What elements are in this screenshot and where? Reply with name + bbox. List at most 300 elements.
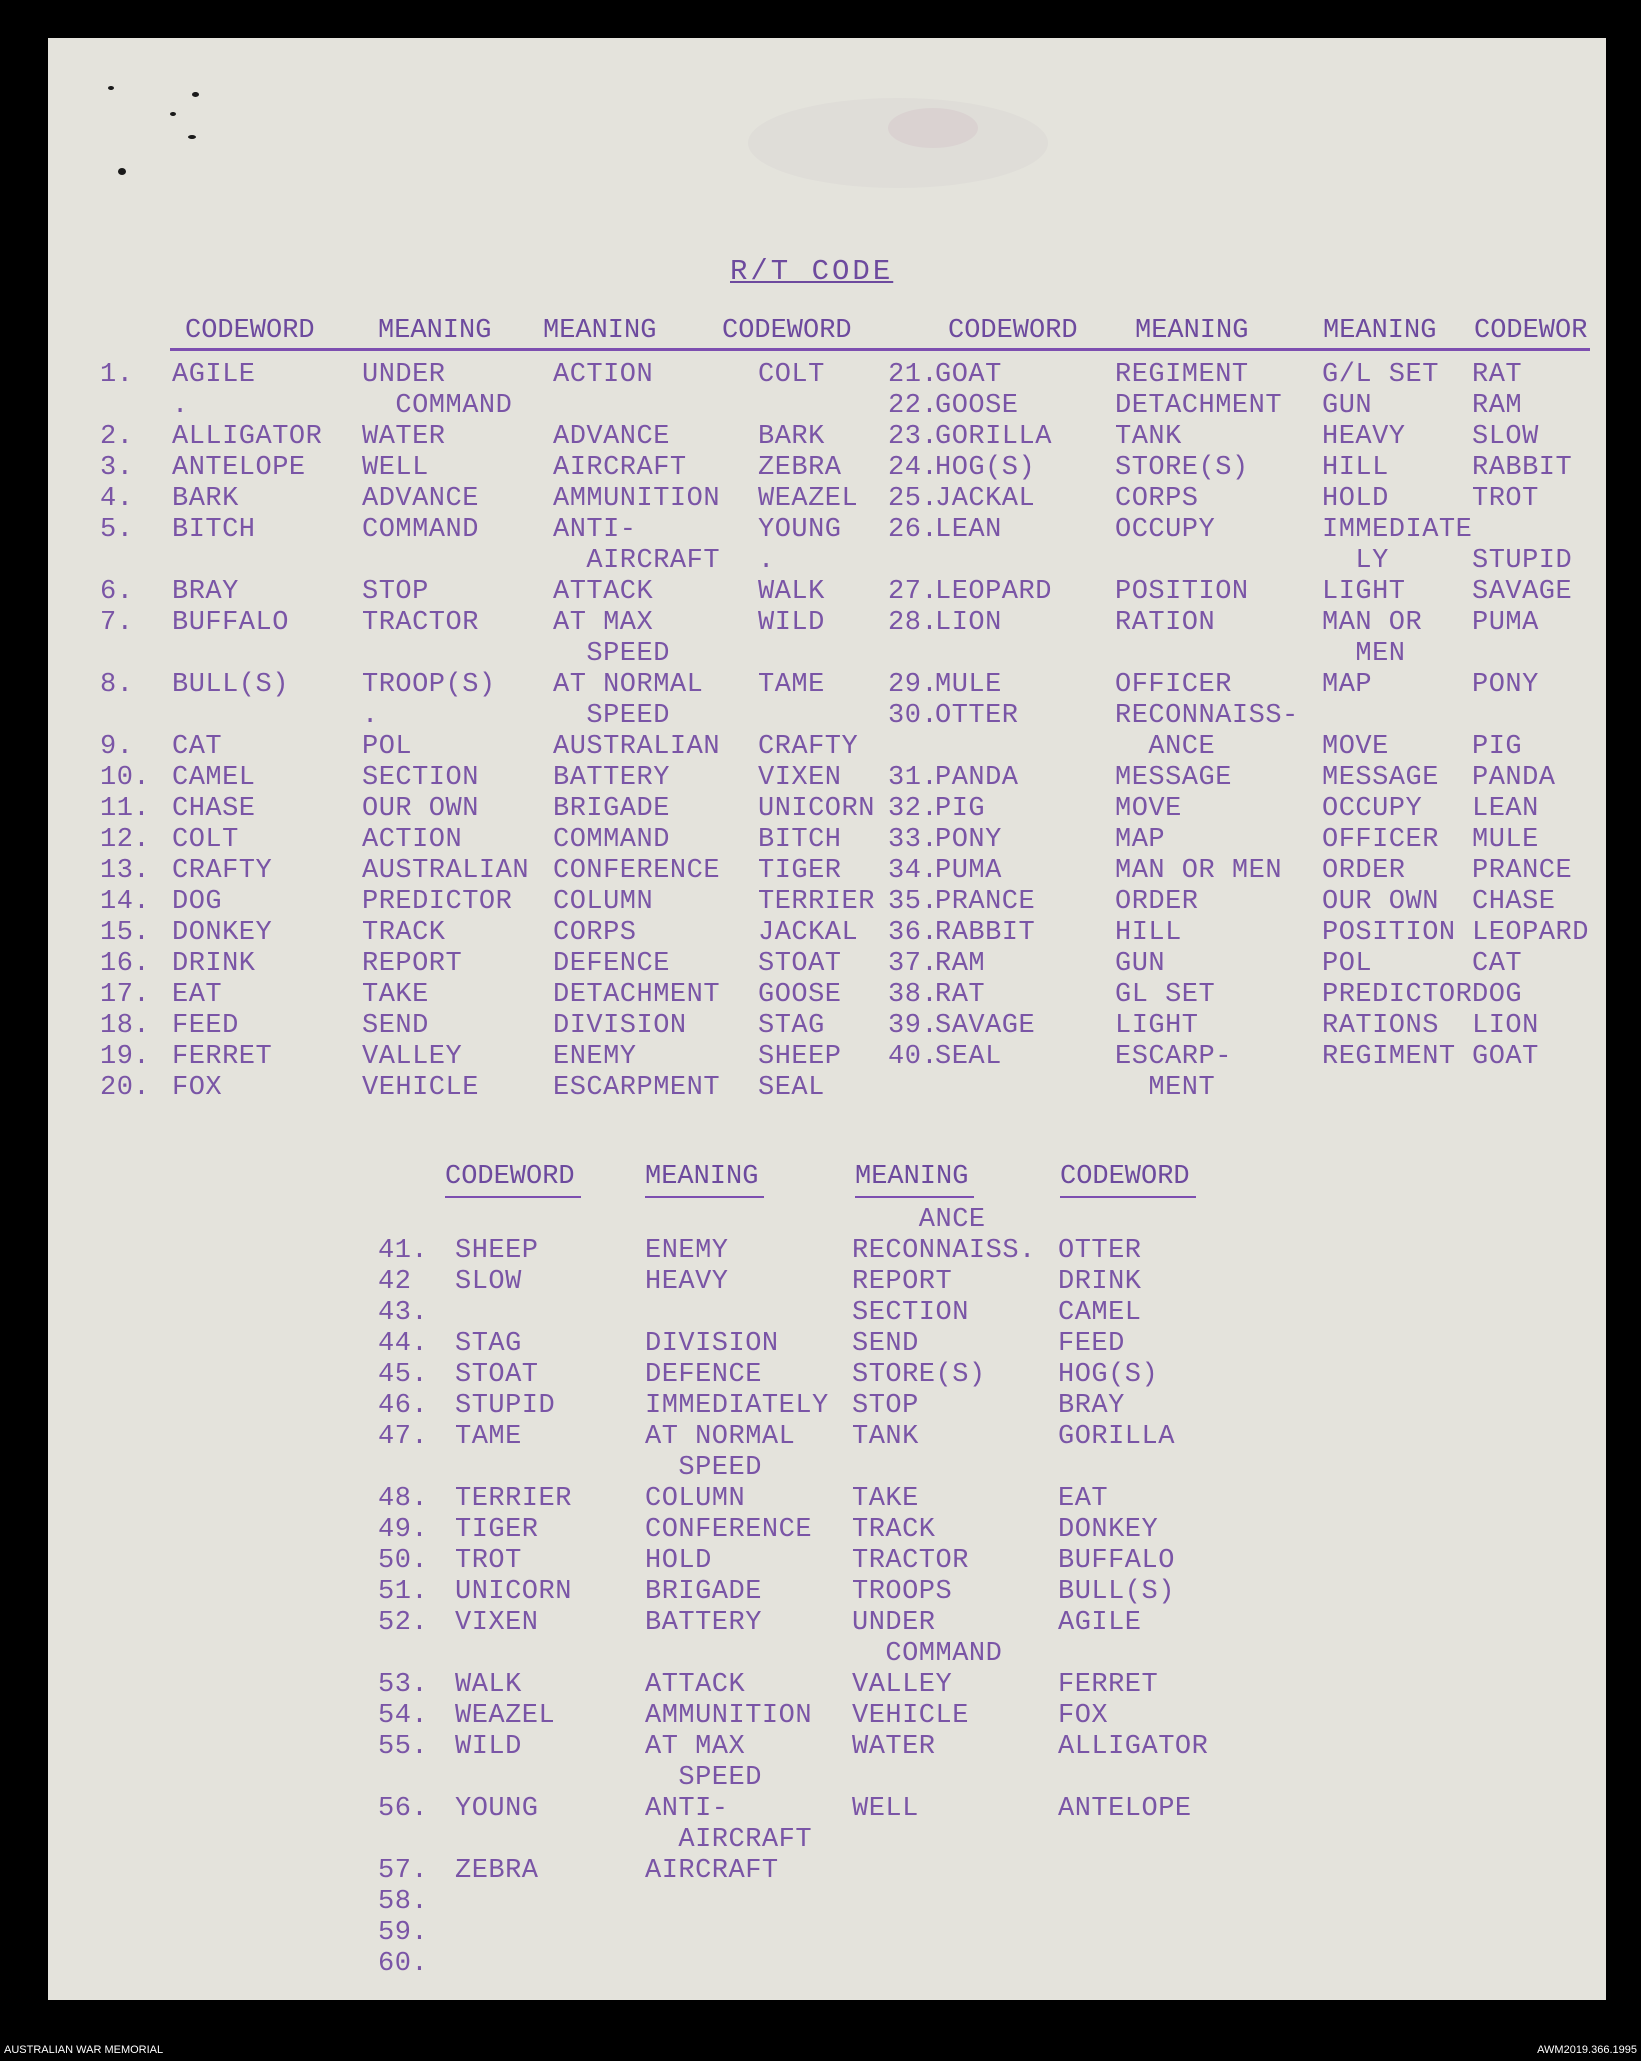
right-codeword-cell: JACKAL (935, 484, 1036, 514)
left-codeword-alt-cell: BARK (758, 422, 825, 452)
left-meaning-alt-cell: AUSTRALIAN (553, 732, 721, 762)
left-codeword-alt-cell: VIXEN (758, 763, 842, 793)
bottom-meaning-cell: ENEMY (645, 1236, 729, 1266)
left-row-number-cell: 20. (100, 1073, 151, 1103)
left-codeword-alt-cell: TIGER (758, 856, 842, 886)
left-meaning-alt-cell: ANTI- (553, 515, 637, 545)
right-row-number-cell: 35. (888, 887, 939, 917)
left-codeword-cell: . (172, 391, 189, 421)
right-codeword-cell: PIG (935, 794, 986, 824)
bottom-codeword-cell: WALK (455, 1670, 522, 1700)
left-codeword-cell: BRAY (172, 577, 239, 607)
right-row-number-cell: 37. (888, 949, 939, 979)
right-row-number-cell: 24. (888, 453, 939, 483)
bottom-row-number-cell: 51. (378, 1577, 429, 1607)
right-meaning-cell: POSITION (1115, 577, 1249, 607)
ink-smudge (748, 98, 1048, 188)
left-row-number-cell: 13. (100, 856, 151, 886)
punch-mark (108, 86, 114, 90)
right-codeword-alt-cell: GOAT (1472, 1042, 1539, 1072)
bottom-codeword-cell: STAG (455, 1329, 522, 1359)
left-codeword-alt-cell: SHEEP (758, 1042, 842, 1072)
bottom-codeword-cell: VIXEN (455, 1608, 539, 1638)
right-row-number-cell: 40. (888, 1042, 939, 1072)
bottom-codeword-alt-cell: DONKEY (1058, 1515, 1159, 1545)
right-meaning-alt-cell: MAN OR (1322, 608, 1423, 638)
bottom-meaning-alt-cell: COMMAND (852, 1639, 1003, 1669)
bottom-row-number-cell: 50. (378, 1546, 429, 1576)
bottom-codeword-alt-cell: BULL(S) (1058, 1577, 1175, 1607)
left-meaning-cell: COMMAND (362, 391, 513, 421)
left-meaning-cell: STOP (362, 577, 429, 607)
bottom-meaning-cell: ATTACK (645, 1670, 746, 1700)
right-row-number-cell: 29. (888, 670, 939, 700)
bottom-codeword-alt-cell: GORILLA (1058, 1422, 1175, 1452)
right-codeword-alt-cell: PIG (1472, 732, 1523, 762)
left-meaning-alt-cell: AMMUNITION (553, 484, 721, 514)
right-row-number-cell: 31. (888, 763, 939, 793)
right-meaning-alt-cell: HEAVY (1322, 422, 1406, 452)
left-meaning-alt-cell: CONFERENCE (553, 856, 721, 886)
right-meaning-cell: GL SET (1115, 980, 1216, 1010)
right-meaning-alt-cell: POL (1322, 949, 1373, 979)
bottom-meaning-cell: COLUMN (645, 1484, 746, 1514)
right-meaning-cell: MESSAGE (1115, 763, 1232, 793)
right-codeword-alt-cell: CHASE (1472, 887, 1556, 917)
left-meaning-cell: UNDER (362, 360, 446, 390)
left-meaning-cell: . (362, 701, 379, 731)
bottom-codeword-alt-cell: HOG(S) (1058, 1360, 1159, 1390)
right-codeword-cell: RAM (935, 949, 986, 979)
right-row-number-cell: 28. (888, 608, 939, 638)
bottom-meaning-cell: AIRCRAFT (645, 1825, 813, 1855)
left-row-number-cell: 2. (100, 422, 134, 452)
left-codeword-cell: FEED (172, 1011, 239, 1041)
left-meaning-alt-cell: AT MAX (553, 608, 654, 638)
bottom-meaning-alt-cell: WATER (852, 1732, 936, 1762)
bottom-meaning-cell: BRIGADE (645, 1577, 762, 1607)
right-codeword-alt-cell: SAVAGE (1472, 577, 1573, 607)
right-codeword-cell: RAT (935, 980, 986, 1010)
right-codeword-cell: PANDA (935, 763, 1019, 793)
bottom-codeword-alt-cell: ANTELOPE (1058, 1794, 1192, 1824)
left-codeword-cell: EAT (172, 980, 223, 1010)
right-meaning-alt-cell: OFFICER (1322, 825, 1439, 855)
right-row-number-cell: 26. (888, 515, 939, 545)
bottom-codeword-alt-cell: FOX (1058, 1701, 1109, 1731)
right-meaning-cell: MOVE (1115, 794, 1182, 824)
right-codeword-alt-cell: DOG (1472, 980, 1523, 1010)
bottom-meaning-cell: AIRCRAFT (645, 1856, 779, 1886)
right-codeword-alt-cell: LION (1472, 1011, 1539, 1041)
left-meaning-cell: COMMAND (362, 515, 479, 545)
right-codeword-alt-cell: RAT (1472, 360, 1523, 390)
right-meaning-alt-cell: G/L SET (1322, 360, 1439, 390)
right-codeword-cell: GOOSE (935, 391, 1019, 421)
right-codeword-cell: RABBIT (935, 918, 1036, 948)
left-codeword-cell: AGILE (172, 360, 256, 390)
bottom-row-number-cell: 52. (378, 1608, 429, 1638)
footer-institution: AUSTRALIAN WAR MEMORIAL (4, 2044, 164, 2056)
right-codeword-alt-cell: PANDA (1472, 763, 1556, 793)
right-codeword-cell: LION (935, 608, 1002, 638)
right-meaning-alt-cell: HOLD (1322, 484, 1389, 514)
bottom-row-number-cell: 59. (378, 1918, 429, 1948)
bottom-meaning-cell: IMMEDIATELY (645, 1391, 829, 1421)
right-meaning-alt-cell: RATIONS (1322, 1011, 1439, 1041)
left-meaning-cell: TRACK (362, 918, 446, 948)
right-codeword-alt-cell: LEOPARD (1472, 918, 1589, 948)
right-meaning-cell: ORDER (1115, 887, 1199, 917)
left-meaning-cell: WELL (362, 453, 429, 483)
left-meaning-cell: VALLEY (362, 1042, 463, 1072)
left-codeword-cell: CRAFTY (172, 856, 273, 886)
right-meaning-cell: ANCE (1115, 732, 1216, 762)
bottom-meaning-alt-cell: TRACTOR (852, 1546, 969, 1576)
left-row-number-cell: 18. (100, 1011, 151, 1041)
bottom-meaning-cell: SPEED (645, 1453, 762, 1483)
bottom-meaning-cell: SPEED (645, 1763, 762, 1793)
right-meaning-cell: OCCUPY (1115, 515, 1216, 545)
left-row-number-cell: 17. (100, 980, 151, 1010)
bottom-codeword-cell: TIGER (455, 1515, 539, 1545)
right-row-number-cell: 39. (888, 1011, 939, 1041)
header-codeword: CODEWORD (1060, 1162, 1190, 1192)
header-meaning: MEANING (1323, 316, 1437, 346)
header-codeword: CODEWOR (1474, 316, 1588, 346)
punch-mark (192, 92, 199, 97)
left-meaning-cell: SECTION (362, 763, 479, 793)
left-row-number-cell: 5. (100, 515, 134, 545)
left-meaning-alt-cell: ADVANCE (553, 422, 670, 452)
left-meaning-alt-cell: ACTION (553, 360, 654, 390)
bottom-row-number-cell: 42 (378, 1267, 412, 1297)
left-codeword-alt-cell: SEAL (758, 1073, 825, 1103)
header-meaning: MEANING (543, 316, 657, 346)
right-row-number-cell: 27. (888, 577, 939, 607)
right-codeword-alt-cell: LEAN (1472, 794, 1539, 824)
right-codeword-alt-cell: CAT (1472, 949, 1523, 979)
bottom-meaning-cell: CONFERENCE (645, 1515, 813, 1545)
left-row-number-cell: 16. (100, 949, 151, 979)
right-row-number-cell: 30. (888, 701, 939, 731)
left-codeword-alt-cell: UNICORN (758, 794, 875, 824)
left-row-number-cell: 1. (100, 360, 134, 390)
right-codeword-cell: PONY (935, 825, 1002, 855)
bottom-codeword-cell: SLOW (455, 1267, 522, 1297)
left-meaning-alt-cell: DEFENCE (553, 949, 670, 979)
left-meaning-cell: TRACTOR (362, 608, 479, 638)
left-codeword-cell: DONKEY (172, 918, 273, 948)
bottom-codeword-alt-cell: CAMEL (1058, 1298, 1142, 1328)
bottom-meaning-alt-cell: TANK (852, 1422, 919, 1452)
bottom-codeword-cell: ZEBRA (455, 1856, 539, 1886)
footer-accession-number: AWM2019.366.1995 (1537, 2044, 1637, 2056)
bottom-row-number-cell: 60. (378, 1949, 429, 1979)
right-codeword-alt-cell: PUMA (1472, 608, 1539, 638)
right-meaning-cell: TANK (1115, 422, 1182, 452)
left-codeword-cell: BUFFALO (172, 608, 289, 638)
left-codeword-alt-cell: TERRIER (758, 887, 875, 917)
right-meaning-cell: REGIMENT (1115, 360, 1249, 390)
left-codeword-cell: ANTELOPE (172, 453, 306, 483)
left-row-number-cell: 10. (100, 763, 151, 793)
bottom-row-number-cell: 55. (378, 1732, 429, 1762)
bottom-meaning-cell: BATTERY (645, 1608, 762, 1638)
right-meaning-alt-cell: OUR OWN (1322, 887, 1439, 917)
left-codeword-cell: FERRET (172, 1042, 273, 1072)
right-row-number-cell: 23. (888, 422, 939, 452)
right-meaning-alt-cell: ORDER (1322, 856, 1406, 886)
right-codeword-cell: GORILLA (935, 422, 1052, 452)
right-codeword-cell: HOG(S) (935, 453, 1036, 483)
bottom-codeword-alt-cell: DRINK (1058, 1267, 1142, 1297)
header-underline (855, 1196, 974, 1198)
left-codeword-alt-cell: GOOSE (758, 980, 842, 1010)
right-meaning-alt-cell: LIGHT (1322, 577, 1406, 607)
header-underline (1060, 1196, 1196, 1198)
left-codeword-cell: BULL(S) (172, 670, 289, 700)
bottom-meaning-alt-cell: REPORT (852, 1267, 953, 1297)
header-underline (645, 1196, 764, 1198)
left-row-number-cell: 12. (100, 825, 151, 855)
right-meaning-alt-cell: MOVE (1322, 732, 1389, 762)
right-meaning-alt-cell: OCCUPY (1322, 794, 1423, 824)
right-meaning-cell: DETACHMENT (1115, 391, 1283, 421)
bottom-meaning-alt-cell: TROOPS (852, 1577, 953, 1607)
right-codeword-alt-cell: PONY (1472, 670, 1539, 700)
right-codeword-alt-cell: TROT (1472, 484, 1539, 514)
bottom-row-number-cell: 56. (378, 1794, 429, 1824)
right-meaning-cell: LIGHT (1115, 1011, 1199, 1041)
left-codeword-cell: COLT (172, 825, 239, 855)
right-codeword-alt-cell: RAM (1472, 391, 1523, 421)
left-codeword-alt-cell: YOUNG (758, 515, 842, 545)
bottom-codeword-alt-cell: EAT (1058, 1484, 1109, 1514)
left-codeword-alt-cell: . (758, 546, 775, 576)
bottom-meaning-cell: HEAVY (645, 1267, 729, 1297)
left-row-number-cell: 14. (100, 887, 151, 917)
bottom-meaning-alt-cell: STOP (852, 1391, 919, 1421)
right-codeword-alt-cell: SLOW (1472, 422, 1539, 452)
right-meaning-cell: MAN OR MEN (1115, 856, 1283, 886)
right-codeword-alt-cell: STUPID (1472, 546, 1573, 576)
bottom-row-number-cell: 43. (378, 1298, 429, 1328)
right-meaning-cell: RECONNAISS- (1115, 701, 1299, 731)
right-codeword-cell: PUMA (935, 856, 1002, 886)
left-row-number-cell: 19. (100, 1042, 151, 1072)
left-meaning-alt-cell: ATTACK (553, 577, 654, 607)
bottom-row-number-cell: 57. (378, 1856, 429, 1886)
right-meaning-alt-cell: HILL (1322, 453, 1389, 483)
left-codeword-alt-cell: WILD (758, 608, 825, 638)
bottom-meaning-cell: AT MAX (645, 1732, 746, 1762)
left-meaning-cell: TAKE (362, 980, 429, 1010)
right-codeword-cell: SAVAGE (935, 1011, 1036, 1041)
bottom-codeword-alt-cell: FEED (1058, 1329, 1125, 1359)
left-codeword-alt-cell: STOAT (758, 949, 842, 979)
left-meaning-alt-cell: COMMAND (553, 825, 670, 855)
left-meaning-alt-cell: ENEMY (553, 1042, 637, 1072)
right-codeword-cell: GOAT (935, 360, 1002, 390)
bottom-row-number-cell: 47. (378, 1422, 429, 1452)
right-row-number-cell: 22. (888, 391, 939, 421)
left-meaning-alt-cell: AIRCRAFT (553, 453, 687, 483)
right-codeword-cell: LEAN (935, 515, 1002, 545)
left-codeword-alt-cell: WALK (758, 577, 825, 607)
left-codeword-cell: DRINK (172, 949, 256, 979)
bottom-codeword-cell: WILD (455, 1732, 522, 1762)
bottom-meaning-alt-cell: UNDER (852, 1608, 936, 1638)
header-meaning: MEANING (855, 1162, 969, 1192)
bottom-meaning-cell: DEFENCE (645, 1360, 762, 1390)
left-codeword-cell: CAMEL (172, 763, 256, 793)
right-meaning-cell: OFFICER (1115, 670, 1232, 700)
right-meaning-cell: MENT (1115, 1073, 1216, 1103)
left-meaning-alt-cell: DETACHMENT (553, 980, 721, 1010)
left-meaning-alt-cell: DIVISION (553, 1011, 687, 1041)
bottom-row-number-cell: 46. (378, 1391, 429, 1421)
right-meaning-alt-cell: LY (1322, 546, 1389, 576)
bottom-row-number-cell: 58. (378, 1887, 429, 1917)
bottom-codeword-alt-cell: BRAY (1058, 1391, 1125, 1421)
right-row-number-cell: 25. (888, 484, 939, 514)
left-row-number-cell: 15. (100, 918, 151, 948)
left-codeword-cell: BITCH (172, 515, 256, 545)
left-meaning-alt-cell: SPEED (553, 701, 670, 731)
bottom-codeword-alt-cell: AGILE (1058, 1608, 1142, 1638)
left-codeword-cell: BARK (172, 484, 239, 514)
left-row-number-cell: 7. (100, 608, 134, 638)
left-codeword-alt-cell: WEAZEL (758, 484, 859, 514)
left-meaning-alt-cell: CORPS (553, 918, 637, 948)
right-codeword-cell: PRANCE (935, 887, 1036, 917)
right-row-number-cell: 38. (888, 980, 939, 1010)
left-codeword-alt-cell: TAME (758, 670, 825, 700)
left-codeword-cell: CHASE (172, 794, 256, 824)
right-meaning-cell: MAP (1115, 825, 1166, 855)
bottom-meaning-alt-cell: SECTION (852, 1298, 969, 1328)
bottom-row-number-cell: 53. (378, 1670, 429, 1700)
left-codeword-alt-cell: CRAFTY (758, 732, 859, 762)
right-meaning-alt-cell: MEN (1322, 639, 1406, 669)
left-meaning-cell: OUR OWN (362, 794, 479, 824)
bottom-codeword-cell: TROT (455, 1546, 522, 1576)
bottom-meaning-alt-cell: ANCE (852, 1205, 986, 1235)
right-row-number-cell: 33. (888, 825, 939, 855)
right-meaning-alt-cell: POSITION (1322, 918, 1456, 948)
bottom-meaning-alt-cell: STORE(S) (852, 1360, 986, 1390)
bottom-meaning-alt-cell: WELL (852, 1794, 919, 1824)
header-meaning: MEANING (645, 1162, 759, 1192)
left-meaning-cell: POL (362, 732, 413, 762)
bottom-meaning-cell: DIVISION (645, 1329, 779, 1359)
left-meaning-cell: REPORT (362, 949, 463, 979)
header-underline (170, 348, 1590, 351)
right-meaning-alt-cell: MESSAGE (1322, 763, 1439, 793)
right-row-number-cell: 21. (888, 360, 939, 390)
left-meaning-alt-cell: SPEED (553, 639, 670, 669)
bottom-codeword-cell: STUPID (455, 1391, 556, 1421)
punch-mark (188, 135, 196, 139)
right-codeword-alt-cell: RABBIT (1472, 453, 1573, 483)
left-codeword-cell: CAT (172, 732, 223, 762)
punch-mark (118, 168, 126, 175)
header-underline (445, 1196, 581, 1198)
right-row-number-cell: 36. (888, 918, 939, 948)
bottom-row-number-cell: 41. (378, 1236, 429, 1266)
right-meaning-alt-cell: IMMEDIATE (1322, 515, 1473, 545)
bottom-meaning-cell: HOLD (645, 1546, 712, 1576)
bottom-meaning-alt-cell: TAKE (852, 1484, 919, 1514)
right-meaning-cell: CORPS (1115, 484, 1199, 514)
left-row-number-cell: 9. (100, 732, 134, 762)
bottom-meaning-alt-cell: VEHICLE (852, 1701, 969, 1731)
left-codeword-alt-cell: COLT (758, 360, 825, 390)
left-meaning-alt-cell: ESCARPMENT (553, 1073, 721, 1103)
bottom-meaning-alt-cell: VALLEY (852, 1670, 953, 1700)
right-meaning-cell: HILL (1115, 918, 1182, 948)
bottom-codeword-cell: UNICORN (455, 1577, 572, 1607)
punch-mark (170, 112, 176, 116)
left-meaning-cell: ACTION (362, 825, 463, 855)
right-meaning-alt-cell: MAP (1322, 670, 1373, 700)
left-codeword-alt-cell: ZEBRA (758, 453, 842, 483)
bottom-meaning-cell: AMMUNITION (645, 1701, 813, 1731)
left-codeword-alt-cell: BITCH (758, 825, 842, 855)
bottom-codeword-cell: WEAZEL (455, 1701, 556, 1731)
right-codeword-cell: MULE (935, 670, 1002, 700)
bottom-row-number-cell: 45. (378, 1360, 429, 1390)
left-codeword-cell: DOG (172, 887, 223, 917)
left-meaning-cell: VEHICLE (362, 1073, 479, 1103)
left-codeword-cell: FOX (172, 1073, 223, 1103)
left-meaning-cell: PREDICTOR (362, 887, 513, 917)
left-meaning-alt-cell: COLUMN (553, 887, 654, 917)
left-codeword-alt-cell: STAG (758, 1011, 825, 1041)
bottom-codeword-cell: YOUNG (455, 1794, 539, 1824)
header-codeword: CODEWORD (185, 316, 315, 346)
right-meaning-cell: GUN (1115, 949, 1166, 979)
left-meaning-alt-cell: AT NORMAL (553, 670, 704, 700)
bottom-row-number-cell: 44. (378, 1329, 429, 1359)
header-meaning: MEANING (378, 316, 492, 346)
right-meaning-alt-cell: PREDICTOR (1322, 980, 1473, 1010)
bottom-row-number-cell: 54. (378, 1701, 429, 1731)
header-codeword: CODEWORD (445, 1162, 575, 1192)
right-meaning-cell: RATION (1115, 608, 1216, 638)
right-codeword-alt-cell: MULE (1472, 825, 1539, 855)
left-meaning-cell: SEND (362, 1011, 429, 1041)
right-meaning-alt-cell: REGIMENT (1322, 1042, 1456, 1072)
bottom-row-number-cell: 49. (378, 1515, 429, 1545)
bottom-codeword-alt-cell: OTTER (1058, 1236, 1142, 1266)
bottom-codeword-cell: TAME (455, 1422, 522, 1452)
left-row-number-cell: 6. (100, 577, 134, 607)
bottom-meaning-alt-cell: SEND (852, 1329, 919, 1359)
bottom-codeword-alt-cell: ALLIGATOR (1058, 1732, 1209, 1762)
bottom-meaning-cell: AT NORMAL (645, 1422, 796, 1452)
right-row-number-cell: 34. (888, 856, 939, 886)
left-meaning-alt-cell: BATTERY (553, 763, 670, 793)
right-meaning-cell: ESCARP- (1115, 1042, 1232, 1072)
left-row-number-cell: 3. (100, 453, 134, 483)
left-row-number-cell: 8. (100, 670, 134, 700)
right-codeword-cell: LEOPARD (935, 577, 1052, 607)
bottom-meaning-alt-cell: RECONNAISS. (852, 1236, 1036, 1266)
left-meaning-cell: ADVANCE (362, 484, 479, 514)
bottom-codeword-alt-cell: BUFFALO (1058, 1546, 1175, 1576)
